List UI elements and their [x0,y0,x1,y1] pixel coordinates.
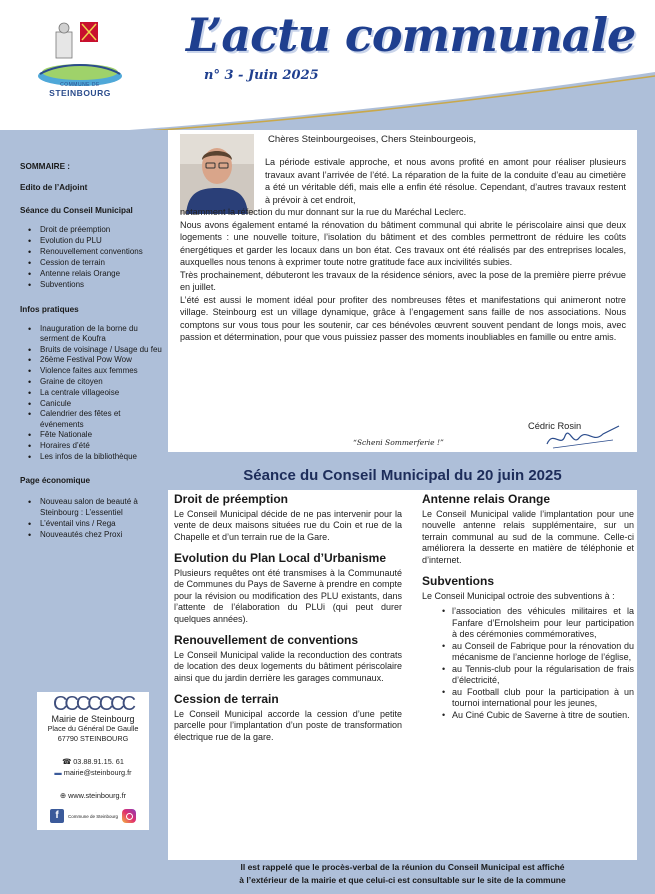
address-line-1: Place du Général De Gaulle [47,724,139,733]
phone-icon: ☎ [62,757,72,766]
subsidies-list [422,606,634,721]
logo-caption [30,82,130,98]
council-title: Séance du Conseil Municipal du 20 juin 2025 [168,462,637,490]
newsletter-title: L’actu communale [186,8,636,62]
edito-paragraph: Nous avons également entamé la rénovation du bâtiment communal qui abrite le périscolaire ainsi que deux logements : une nouvelle toiture, l’isolation du bâtiment et des combles permettront de réduire les coûts énergétiques et garder les locaux dans un bon état. Ces travaux ont été réalisés par des entreprises locales, auxquelles nous tenons à exprimer toute notre gratitude face aux incivilités subies. [180,219,626,267]
toc-item: • 26ème Festival Pow Wow [28,355,162,365]
phone-number: 03.88.91.15. 61 [73,757,124,766]
edito-greeting: Chères Steinbourgeoises, Chers Steinbourgeois, [268,134,476,145]
list-item: • au Tennis-club pour la régularisation de frais d’électricité, [442,664,634,687]
mairie-name: Mairie de Steinbourg [51,714,135,724]
toc-infos-list [20,324,162,463]
summary-heading: SOMMAIRE : [20,162,71,171]
article-heading: Evolution du Plan Local d’Urbanisme [174,551,387,565]
edito-motto: “Scheni Sommerferie !” [353,438,444,447]
instagram-icon[interactable] [122,809,136,823]
table-of-contents [20,150,162,550]
contact-box [37,692,149,830]
footer-line-2: à l’extérieur de la mairie et que celui-ci est consultable sur le site de la commune [239,874,566,885]
logo-caption-town: STEINBOURG [49,88,111,98]
article-text: Le Conseil Municipal décide de ne pas intervenir pour la vente de deux maisons situées rue du Coin et rue de la Chapelle et d’un terrain rue de la Gare. [174,508,402,542]
article-text: Le Conseil Municipal accorde la cession d’une petite parcelle pour l’implantation d’un poste de transformation électrique rue de la gare. [174,708,402,742]
toc-item: • Renouvellement conventions [28,247,162,258]
footer-note [168,861,637,886]
article-heading: Antenne relais Orange [422,492,551,506]
toc-item: • Graine de citoyen [28,377,162,387]
toc-edito-heading: Edito de l’Adjoint [20,183,88,192]
toc-item: • Droit de préemption [28,225,162,236]
toc-infos-heading: Infos pratiques [20,304,79,314]
edito-paragraph: La période estivale approche, et nous avons profité en amont pour réaliser plusieurs travaux avant l’arrivée de l’été. La réparation de la fuite de la conduite d’eau au cimetière a été un véritable défi, mais elle a enfin été résolue. Cependant, d’autres travaux restent à prévoir à cet endroit, [265,157,626,205]
footer-line-1: Il est rappelé que le procès-verbal de la réunion du Conseil Municipal est affiché [240,862,565,872]
toc-council-list [20,225,162,291]
article-text: Le Conseil Municipal octroie des subventions à : [422,590,615,601]
article-text: Plusieurs requêtes ont été transmises à la Communauté de Communes du Pays de Saverne à prendre en compte pour la révision ou modification des PLU existants, dans l’attente de l’élaboration du PLUi (qui peut durer quelques années). [174,567,402,624]
edito-body [180,156,626,344]
list-item: • au Conseil de Fabrique pour la rénovation du mécanisme de l’ancienne horloge de l’église, [442,641,634,664]
council-section [168,462,637,860]
phone-row [37,756,149,767]
facebook-icon[interactable]: f [50,809,64,823]
edito-paragraph: notamment la réfection du mur donnant sur la rue du Maréchal Leclerc. [180,207,467,217]
toc-item: • Inauguration de la borne du serment de Koufra [28,324,162,345]
issue-number: n° 3 - Juin 2025 [204,68,319,83]
computer-icon: ▬ [54,768,62,777]
website-link[interactable]: www.steinbourg.fr [68,791,127,800]
article-heading: Renouvellement de conventions [174,633,359,647]
address-line-2: 67790 STEINBOURG [57,734,129,743]
email-address[interactable]: mairie@steinbourg.fr [63,768,132,777]
edito-section [168,130,637,452]
toc-eco-heading: Page économique [20,476,91,486]
article-heading: Cession de terrain [174,692,279,706]
logo-caption-top: COMMUNE DE [60,82,100,88]
list-item: • Au Ciné Cubic de Saverne à titre de soutien. [442,710,634,722]
toc-item: • Les infos de la bibliothèque [28,452,162,462]
edito-signature: Cédric Rosin [528,421,582,431]
edito-paragraph: L’été est aussi le moment idéal pour profiter des nombreuses fêtes et manifestations qui animeront notre village. Steinbourg est un village dynamique, grâce à l’engagement sans faille de nos associations. Nous comptons sur vous tous pour les soutenir, car ces bénévoles œuvrent souvent pendant de longs mois, avec passion et détermination, pour que vous puissiez passer des moments inoubliables en famille ou entre amis. [180,294,626,342]
toc-item: • Violence faites aux femmes [28,366,162,376]
council-left-column [174,492,402,753]
edito-paragraph: Très prochainement, débuteront les travaux de la résidence séniors, avec la pose de la première pierre prévue en juillet. [180,269,626,292]
facebook-label: Commune de Steinbourg [67,813,119,819]
toc-item: • L’éventail vins / Rega [28,519,162,530]
toc-item: • Canicule [28,399,162,409]
toc-item: • Fête Nationale [28,430,162,440]
toc-item: • Nouveau salon de beauté à Steinbourg : L’essentiel [28,497,162,518]
globe-icon: ⊕ [59,791,67,800]
web-row [37,790,149,801]
council-right-column [422,492,634,721]
article-heading: Droit de préemption [174,492,289,506]
list-item: • au Football club pour la participation à un tournoi international pour les jeunes, [442,687,634,710]
article-text: Le Conseil Municipal valide l’implantation pour une nouvelle antenne relais supplémentaire, sur un terrain communal au sud de la commune. Celle-ci améliorera la desserte en matière de téléphonie et d’internet. [422,508,634,565]
newsletter-header [0,0,655,130]
toc-item: • La centrale villageoise [28,388,162,398]
toc-item: • Horaires d’été [28,441,162,451]
toc-item: • Evolution du PLU [28,236,162,247]
toc-item: • Calendrier des fêtes et événements [28,409,162,430]
handwritten-signature [543,422,623,452]
email-row [37,767,149,778]
toc-eco-list [20,497,162,540]
decorative-wave-icon: ССССССС [52,693,134,715]
toc-item: • Antenne relais Orange [28,269,162,280]
toc-council-heading: Séance du Conseil Municipal [20,206,133,215]
toc-item: • Bruits de voisinage / Usage du feu [28,345,162,355]
toc-item: • Cession de terrain [28,258,162,269]
list-item: • l’association des véhicules militaires et la Fanfare d’Ernolsheim pour leur participation à des cérémonies commémoratives, [442,606,634,641]
social-row [37,809,149,823]
article-text: Le Conseil Municipal valide la reconduction des contrats de location des deux logements du bâtiment périscolaire ainsi que du jardin derrière les garages communaux. [174,649,402,683]
toc-item: • Nouveautés chez Proxi [28,530,162,541]
toc-item: • Subventions [28,280,162,291]
article-heading: Subventions [422,574,495,588]
